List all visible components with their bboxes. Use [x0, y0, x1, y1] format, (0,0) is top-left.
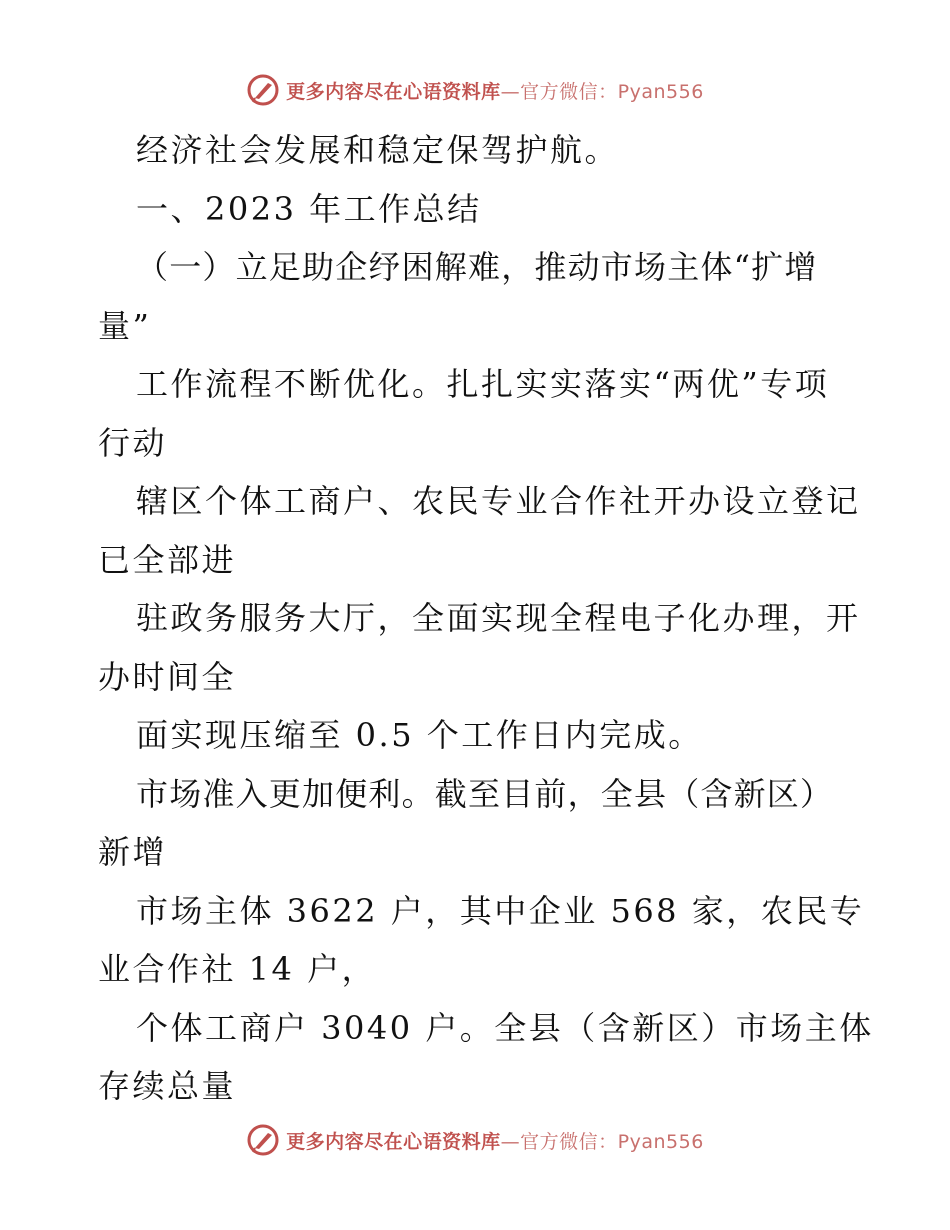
watermark-sub-text: —官方微信：Pyan556 [500, 80, 704, 103]
body-line: 量” [98, 306, 152, 345]
watermark-main-text: 更多内容尽在心语资料库 [286, 1130, 501, 1153]
section-heading: 一、2023 年工作总结 [136, 189, 482, 228]
body-line: 市场准入更加便利。截至目前，全县（含新区） [136, 774, 834, 813]
body-line: 辖区个体工商户、农民专业合作社开办设立登记 [136, 482, 861, 520]
header-watermark [0, 70, 950, 110]
body-line: 已全部进 [98, 540, 237, 579]
body-line: 存续总量 [98, 1067, 237, 1105]
watermark-sub-text: —官方微信：Pyan556 [500, 1130, 704, 1153]
body-line: 经济社会发展和稳定保驾护航。 [136, 131, 620, 169]
body-line: 办时间全 [98, 657, 237, 696]
watermark-main-text: 更多内容尽在心语资料库 [286, 80, 501, 103]
body-line: 工作流程不断优化。扎扎实实落实“两优”专项 [136, 365, 830, 403]
quill-pen-circle-icon [246, 1123, 280, 1157]
subsection-heading: （一）立足助企纾困解难，推动市场主体“扩增 [136, 248, 818, 286]
body-line: 面实现压缩至 0.5 个工作日内完成。 [136, 716, 703, 754]
quill-pen-circle-icon [246, 73, 280, 107]
body-line: 驻政务服务大厅，全面实现全程电子化办理，开 [136, 599, 861, 637]
body-line: 个体工商户 3040 户。全县（含新区）市场主体 [136, 1008, 874, 1047]
body-line: 业合作社 14 户， [98, 950, 377, 988]
document-body [98, 121, 874, 1116]
body-line: 市场主体 3622 户，其中企业 568 家，农民专 [136, 891, 865, 930]
body-line: 新增 [98, 833, 168, 871]
footer-watermark [0, 1120, 950, 1160]
body-line: 行动 [98, 423, 168, 462]
